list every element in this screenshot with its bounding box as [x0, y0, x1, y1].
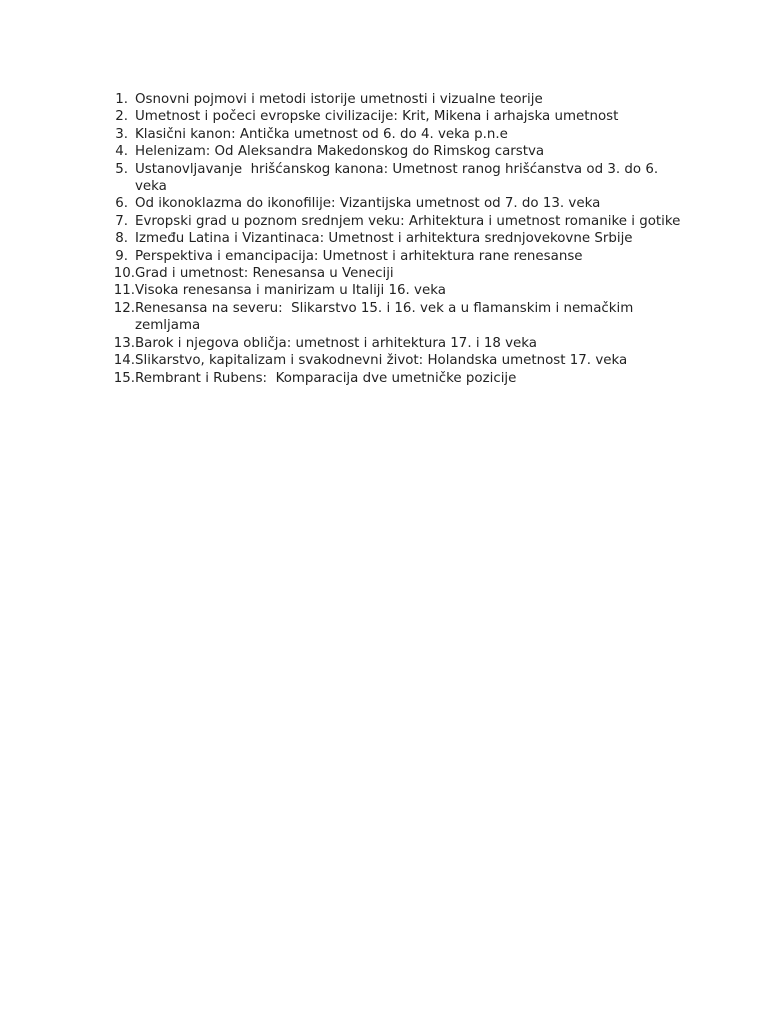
item-text: Visoka renesansa i manirizam u Italiji 16. veka — [135, 283, 446, 299]
item-text: Osnovni pojmovi i metodi istorije umetnosti i vizualne teorije — [135, 92, 543, 107]
item-number: 11. — [113, 283, 135, 299]
list-item — [108, 161, 693, 196]
list-item — [108, 230, 693, 247]
item-number: 5. — [115, 161, 128, 177]
item-text: Rembrant i Rubens: Komparacija dve umetničke pozicije — [135, 370, 517, 386]
list-item — [108, 352, 693, 369]
item-text: Klasični kanon: Antička umetnost od 6. do 4. veka p.n.e — [135, 126, 508, 142]
list-item — [108, 335, 693, 352]
item-text: Grad i umetnost: Renesansa u Veneciji — [135, 266, 394, 282]
item-number: 12. — [113, 300, 135, 316]
item-text: Evropski grad u poznom srednjem veku: Arhitektura i umetnost romanike i gotike — [135, 213, 681, 229]
item-text: Umetnost i počeci evropske civilizacije: Krit, Mikena i arhajska umetnost — [135, 109, 619, 125]
item-text: Ustanovljavanje hrišćanskog kanona: Umetnost ranog hrišćanstva od 3. do 6. veka — [135, 161, 663, 195]
item-number: 8. — [115, 231, 128, 247]
list-item — [108, 370, 693, 387]
list-item — [108, 91, 693, 108]
item-number: 7. — [115, 213, 128, 229]
list-item — [108, 248, 693, 265]
list-item — [108, 213, 693, 230]
course-topics-list — [108, 91, 693, 387]
list-item — [108, 265, 693, 282]
item-text: Perspektiva i emancipacija: Umetnost i arhitektura rane renesanse — [135, 248, 583, 264]
list-item — [108, 282, 693, 299]
item-number: 15. — [113, 370, 135, 386]
item-number: 3. — [115, 126, 128, 142]
item-text: Između Latina i Vizantinaca: Umetnost i arhitektura srednjovekovne Srbije — [135, 231, 633, 247]
list-item — [108, 108, 693, 125]
item-text: Helenizam: Od Aleksandra Makedonskog do Rimskog carstva — [135, 144, 545, 160]
item-text: Slikarstvo, kapitalizam i svakodnevni život: Holandska umetnost 17. veka — [135, 353, 628, 369]
item-number: 10. — [113, 266, 135, 282]
item-text: Od ikonoklazma do ikonofilije: Vizantijska umetnost od 7. do 13. veka — [135, 196, 601, 212]
item-number: 4. — [115, 144, 128, 160]
list-item — [108, 143, 693, 160]
list-item — [108, 126, 693, 143]
item-text: Renesansa na severu: Slikarstvo 15. i 16. vek a u flamanskim i nemačkim zemljama — [135, 300, 638, 334]
item-number: 1. — [115, 92, 128, 107]
list-item — [108, 195, 693, 212]
item-number: 9. — [115, 248, 128, 264]
item-text: Barok i njegova obličja: umetnost i arhitektura 17. i 18 veka — [135, 335, 537, 351]
item-number: 13. — [113, 335, 135, 351]
item-number: 14. — [113, 353, 135, 369]
item-number: 6. — [115, 196, 128, 212]
item-number: 2. — [115, 109, 128, 125]
list-item — [108, 300, 693, 335]
